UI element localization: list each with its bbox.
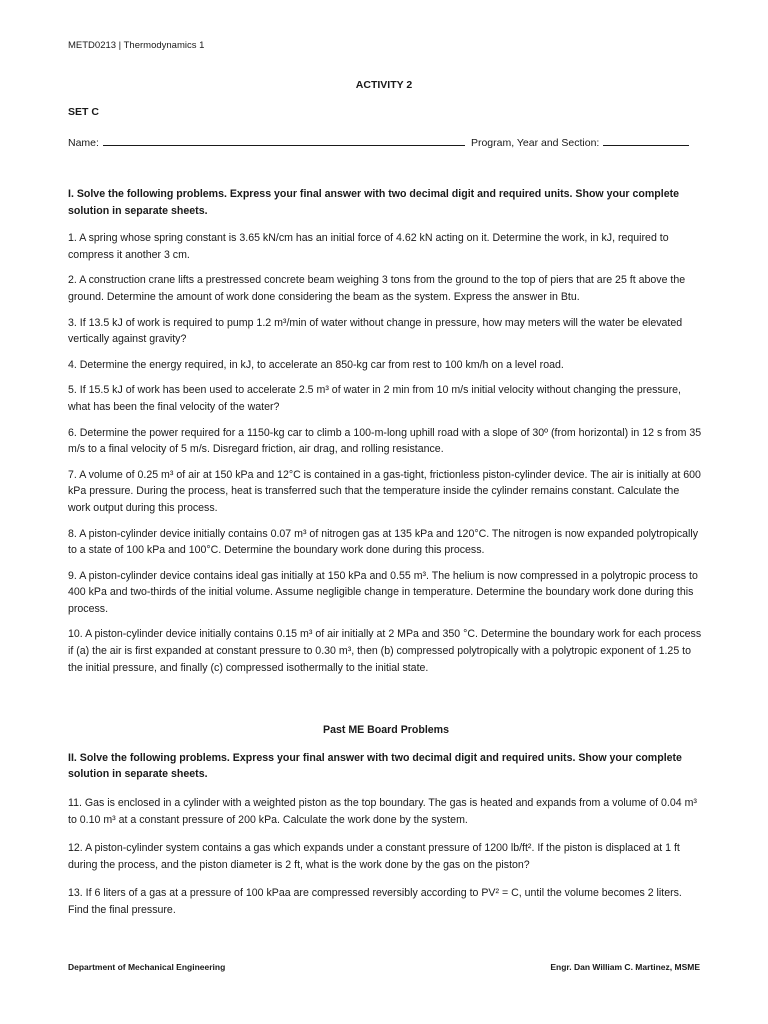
problem-12: 12. A piston-cylinder system contains a gas which expands under a constant pressure of 1200 lb/ft². If the piston is displaced at 1 ft during the process, and the piston diameter is 2 ft, what is the work done by the gas on the piston? bbox=[68, 842, 680, 871]
part1-instruction: I. Solve the following problems. Express your final answer with two decimal digit and required units. Show your complete solution in separate sheets. bbox=[68, 188, 680, 217]
problem-2: 2. A construction crane lifts a prestressed concrete beam weighing 3 tons from the ground to the top of piers that are 25 ft above the ground. Determine the amount of work done considering the beam as the system. Express the answer in Btu. bbox=[68, 274, 686, 303]
problems-body bbox=[68, 186, 704, 928]
page-footer bbox=[68, 962, 700, 972]
part2-heading: Past ME Board Problems bbox=[323, 724, 449, 737]
course-header: METD0213 | Thermodynamics 1 bbox=[68, 40, 205, 51]
activity-title: ACTIVITY 2 bbox=[355, 79, 413, 91]
problem-3: 3. If 13.5 kJ of work is required to pump 1.2 m³/min of water without change in pressure, how may meters will the water be elevated vertically against gravity? bbox=[68, 316, 683, 346]
problem-7: 7. A volume of 0.25 m³ of air at 150 kPa and 12°C is contained in a gas-tight, frictionless piston-cylinder device. The air is initially at 600 kPa pressure. During the process, heat is transferred such that the temperature inside the cylinder remains constant. Calculate the work output during this process. bbox=[68, 468, 701, 514]
name-label: Name: bbox=[68, 137, 99, 149]
problem-13: 13. If 6 liters of a gas at a pressure of 100 kPaa are compressed reversibly according to PV² = C, until the volume becomes 2 liters. Find the final pressure. bbox=[68, 887, 682, 916]
name-blank[interactable] bbox=[103, 135, 465, 146]
problem-8: 8. A piston-cylinder device initially contains 0.07 m³ of nitrogen gas at 135 kPa and 120°C. The nitrogen is now expanded polytropically to a state of 100 kPa and 100°C. Determine the boundary work done during this process. bbox=[68, 527, 699, 557]
program-blank[interactable] bbox=[603, 135, 689, 146]
footer-instructor: Engr. Dan William C. Martinez, MSME bbox=[550, 962, 700, 972]
problem-4: 4. Determine the energy required, in kJ, to accelerate an 850-kg car from rest to 100 km/h on a level road. bbox=[68, 358, 564, 371]
problem-10: 10. A piston-cylinder device initially contains 0.15 m³ of air initially at 2 MPa and 350 °C. Determine the boundary work for each process if (a) the air is first expanded at constant pressure to 0.30 m³, then (b) compressed polytropically with a polytropic exponent of 1.25 to the initial pressure, and finally (c) compressed isothermally to the initial state. bbox=[68, 628, 702, 674]
problem-1: 1. A spring whose spring constant is 3.65 kN/cm has an initial force of 4.62 kN acting on it. Determine the work, in kJ, required to compress it another 3 cm. bbox=[68, 232, 669, 261]
name-program-row bbox=[68, 135, 700, 149]
problem-11: 11. Gas is enclosed in a cylinder with a weighted piston as the top boundary. The gas is heated and expands from a volume of 0.04 m³ to 0.10 m³ at a constant pressure of 200 kPa. Calculate the work done by the system. bbox=[68, 797, 697, 826]
footer-department: Department of Mechanical Engineering bbox=[68, 962, 226, 972]
problem-9: 9. A piston-cylinder device contains ideal gas initially at 150 kPa and 0.55 m³. The helium is now compressed in a polytropic process to 400 kPa and two-thirds of the initial volume. Assume negligible change in temperature. Determine the boundary work done during this process. bbox=[68, 569, 698, 615]
problem-6: 6. Determine the power required for a 1150-kg car to climb a 100-m-long uphill road with a slope of 30º (from horizontal) in 12 s from 35 m/s to a final velocity of 5 m/s. Disregard friction, air drag, and rolling resistance. bbox=[68, 426, 702, 456]
problem-5: 5. If 15.5 kJ of work has been used to accelerate 2.5 m³ of water in 2 min from 10 m/s initial velocity without changing the pressure, what has been the final velocity of the water? bbox=[68, 384, 681, 413]
set-label: SET C bbox=[68, 106, 99, 118]
part2-instruction: II. Solve the following problems. Express your final answer with two decimal digit and required units. Show your complete solution in separate sheets. bbox=[68, 751, 682, 781]
program-label: Program, Year and Section: bbox=[470, 137, 600, 149]
